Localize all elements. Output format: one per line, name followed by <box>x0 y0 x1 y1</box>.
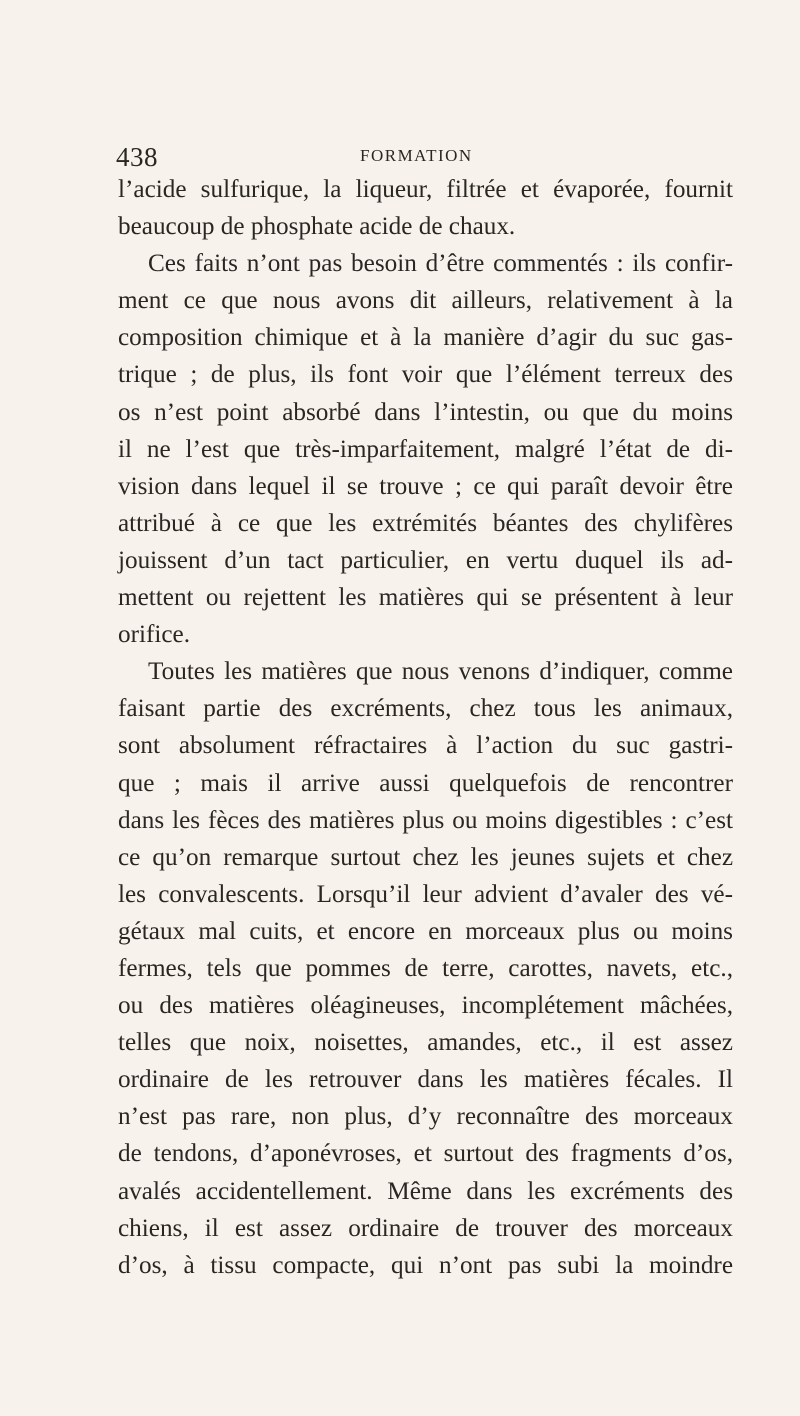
text-line: os n’est point absorbé dans l’intestin, ou que du moins <box>118 398 733 426</box>
text-line: chiens, il est assez ordinaire de trouver des morceaux <box>118 1214 733 1242</box>
text-line: Ces faits n’ont pas besoin d’être commentés : ils confir- <box>148 250 733 278</box>
text-line: n’est pas rare, non plus, d’y reconnaître des morceaux <box>118 1103 733 1131</box>
text-line: jouissent d’un tact particulier, en vertu duquel ils ad- <box>118 546 733 574</box>
text-line: faisant partie des excréments, chez tous les animaux, <box>118 695 733 723</box>
body-text <box>118 171 733 1284</box>
text-line: de tendons, d’aponévroses, et surtout des fragments d’os, <box>118 1140 733 1168</box>
text-line: d’os, à tissu compacte, qui n’ont pas subi la moindre <box>118 1251 733 1279</box>
text-line: ce qu’on remarque surtout chez les jeunes sujets et chez <box>118 843 733 871</box>
text-line: ment ce que nous avons dit ailleurs, relativement à la <box>118 287 733 315</box>
text-line: ordinaire de les retrouver dans les matières fécales. Il <box>118 1066 733 1094</box>
text-line: que ; mais il arrive aussi quelquefois de rencontrer <box>118 769 733 797</box>
text-line: avalés accidentellement. Même dans les excréments des <box>118 1177 733 1205</box>
text-line: Toutes les matières que nous venons d’indiquer, comme <box>148 658 733 686</box>
text-line: attribué à ce que les extrémités béantes des chylifères <box>118 509 733 537</box>
text-line: orifice. <box>118 621 191 649</box>
text-line: telles que noix, noisettes, amandes, etc., il est assez <box>118 1029 733 1057</box>
running-head: FORMATION <box>360 146 473 165</box>
text-line: dans les fèces des matières plus ou moins digestibles : c’est <box>118 806 733 834</box>
text-line: vision dans lequel il se trouve ; ce qui paraît devoir être <box>118 472 733 500</box>
text-line: il ne l’est que très-imparfaitement, malgré l’état de di- <box>118 435 733 463</box>
text-line: fermes, tels que pommes de terre, carottes, navets, etc., <box>118 954 733 982</box>
text-line: mettent ou rejettent les matières qui se présentent à leur <box>118 584 733 612</box>
text-line: ou des matières oléagineuses, incomplétement mâchées, <box>118 992 733 1020</box>
text-line: beaucoup de phosphate acide de chaux. <box>118 213 516 241</box>
page-number: 438 <box>116 142 158 172</box>
text-line: trique ; de plus, ils font voir que l’élément terreux des <box>118 361 733 389</box>
text-line: les convalescents. Lorsqu’il leur advient d’avaler des vé- <box>118 880 733 908</box>
text-line: sont absolument réfractaires à l’action du suc gastri- <box>118 732 733 760</box>
text-line: composition chimique et à la manière d’agir du suc gas- <box>118 324 733 352</box>
text-line: gétaux mal cuits, et encore en morceaux plus ou moins <box>118 917 733 945</box>
text-line: l’acide sulfurique, la liqueur, filtrée et évaporée, fournit <box>118 176 733 203</box>
